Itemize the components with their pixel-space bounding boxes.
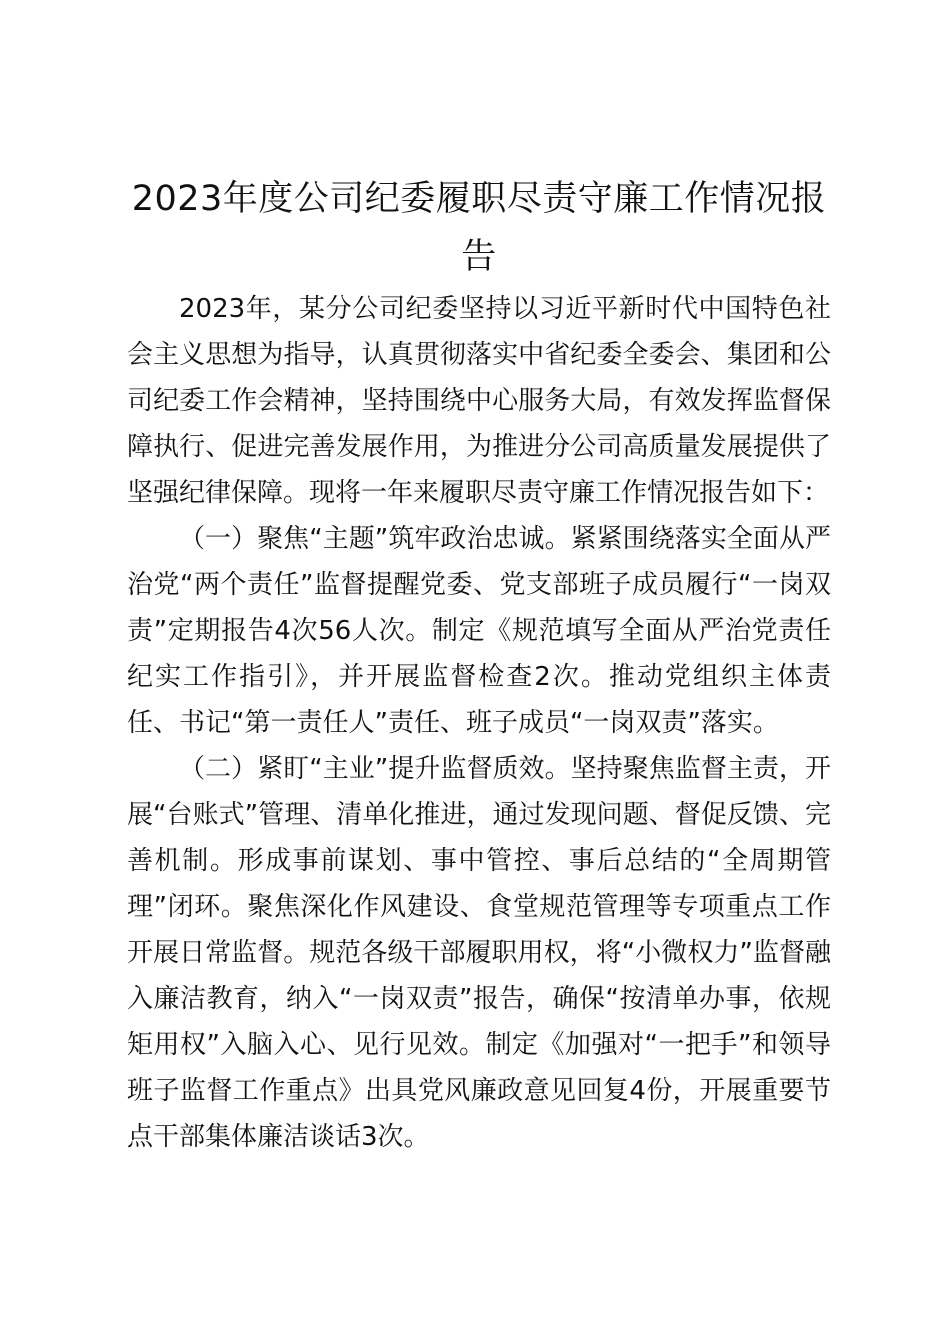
paragraph-intro: 2023年，某分公司纪委坚持以习近平新时代中国特色社会主义思想为指导，认真贯彻落实中省纪委全委会、集团和公司纪委工作会精神，坚持围绕中心服务大局，有效发挥监督保障执行、促进完善发展作用，为推进分公司高质量发展提供了坚强纪律保障。现将一年来履职尽责守廉工作情况报告如下：: [127, 294, 831, 508]
paragraph-section-1: （一）聚焦“主题”筑牢政治忠诚。紧紧围绕落实全面从严治党“两个责任”监督提醒党委、党支部班子成员履行“一岗双责”定期报告4次56人次。制定《规范填写全面从严治党责任纪实工作指引》，并开展监督检查2次。推动党组织主体责任、书记“第一责任人”责任、班子成员“一岗双责”落实。: [127, 524, 831, 738]
paragraph-section-2: （二）紧盯“主业”提升监督质效。坚持聚焦监督主责，开展“台账式”管理、清单化推进，通过发现问题、督促反馈、完善机制。形成事前谋划、事中管控、事后总结的“全周期管理”闭环。聚焦深化作风建设、食堂规范管理等专项重点工作开展日常监督。规范各级干部履职用权，将“小微权力”监督融入廉洁教育，纳入“一岗双责”报告，确保“按清单办事，依规矩用权”入脑入心、见行见效。制定《加强对“一把手”和领导班子监督工作重点》出具党风廉政意见回复4份，开展重要节点干部集体廉洁谈话3次。: [127, 754, 831, 1152]
document-body: [127, 170, 831, 1160]
document-title: 2023年度公司纪委履职尽责守廉工作情况报告: [131, 179, 827, 277]
